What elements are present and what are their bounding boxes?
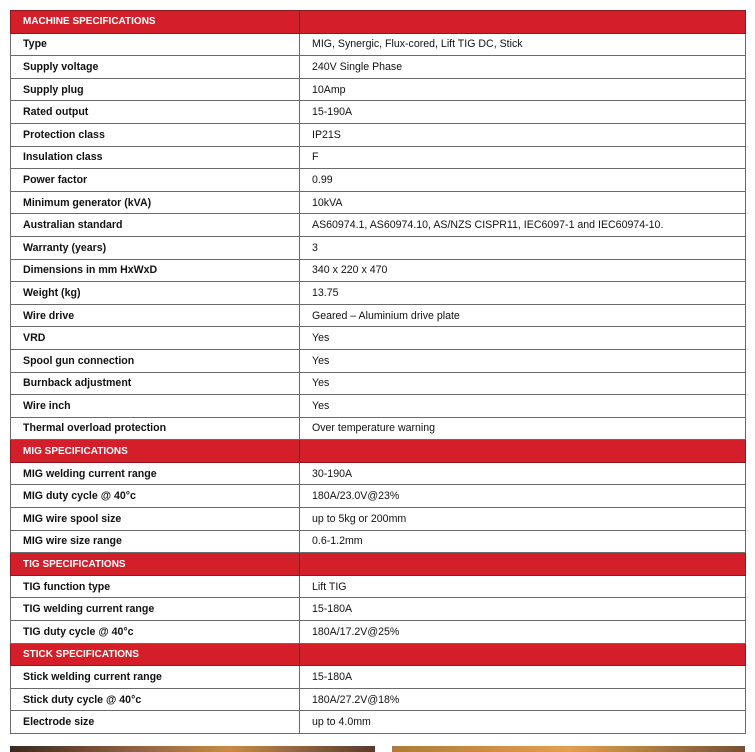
spec-value: IP21S xyxy=(300,123,746,146)
table-row xyxy=(11,236,746,259)
table-row xyxy=(11,462,746,485)
spec-value: Geared – Aluminium drive plate xyxy=(300,304,746,327)
table-row xyxy=(11,621,746,644)
spec-value: MIG, Synergic, Flux-cored, Lift TIG DC, Stick xyxy=(300,33,746,56)
spec-value: 10Amp xyxy=(300,78,746,101)
spec-value: 15-190A xyxy=(300,101,746,124)
table-row xyxy=(11,146,746,169)
spec-value: up to 4.0mm xyxy=(300,711,746,734)
spec-label: Australian standard xyxy=(11,214,300,237)
table-row xyxy=(11,575,746,598)
spec-value: 10kVA xyxy=(300,191,746,214)
spec-label: Power factor xyxy=(11,169,300,192)
spec-label: Wire drive xyxy=(11,304,300,327)
specifications-table-body xyxy=(11,11,746,734)
spec-label: MIG wire size range xyxy=(11,530,300,553)
machine-specifications-header-row xyxy=(11,11,746,34)
table-row xyxy=(11,33,746,56)
spec-label: TIG welding current range xyxy=(11,598,300,621)
spec-value: 0.99 xyxy=(300,169,746,192)
mig-specifications-header-row xyxy=(11,440,746,463)
table-row xyxy=(11,688,746,711)
spec-label: Type xyxy=(11,33,300,56)
spec-label: Stick duty cycle @ 40°c xyxy=(11,688,300,711)
bottom-image-strip-left xyxy=(10,746,375,752)
spec-value: 30-190A xyxy=(300,462,746,485)
spec-label: Electrode size xyxy=(11,711,300,734)
table-row xyxy=(11,169,746,192)
spec-label: Weight (kg) xyxy=(11,282,300,305)
spec-value: Yes xyxy=(300,395,746,418)
section-title: STICK SPECIFICATIONS xyxy=(11,643,300,666)
table-row xyxy=(11,259,746,282)
table-row xyxy=(11,78,746,101)
spec-value: up to 5kg or 200mm xyxy=(300,508,746,531)
spec-label: MIG duty cycle @ 40°c xyxy=(11,485,300,508)
spec-value: Lift TIG xyxy=(300,575,746,598)
table-row xyxy=(11,214,746,237)
stick-specifications-header-row xyxy=(11,643,746,666)
section-title: TIG SPECIFICATIONS xyxy=(11,553,300,576)
spec-value: 180A/27.2V@18% xyxy=(300,688,746,711)
spec-label: Minimum generator (kVA) xyxy=(11,191,300,214)
spec-value: 15-180A xyxy=(300,666,746,689)
table-row xyxy=(11,666,746,689)
spec-value: Yes xyxy=(300,327,746,350)
spec-label: Wire inch xyxy=(11,395,300,418)
spec-label: MIG welding current range xyxy=(11,462,300,485)
table-row xyxy=(11,395,746,418)
spec-label: Supply plug xyxy=(11,78,300,101)
table-row xyxy=(11,123,746,146)
spec-label: TIG duty cycle @ 40°c xyxy=(11,621,300,644)
table-row xyxy=(11,282,746,305)
tig-specifications-header-row xyxy=(11,553,746,576)
spec-label: Supply voltage xyxy=(11,56,300,79)
table-row xyxy=(11,327,746,350)
spec-value: 180A/17.2V@25% xyxy=(300,621,746,644)
section-title: MACHINE SPECIFICATIONS xyxy=(11,11,300,34)
spec-label: Insulation class xyxy=(11,146,300,169)
section-header-empty-cell xyxy=(300,553,746,576)
section-header-empty-cell xyxy=(300,11,746,34)
spec-label: Warranty (years) xyxy=(11,236,300,259)
table-row xyxy=(11,508,746,531)
table-row xyxy=(11,101,746,124)
spec-value: Yes xyxy=(300,349,746,372)
table-row xyxy=(11,349,746,372)
table-row xyxy=(11,372,746,395)
spec-value: 340 x 220 x 470 xyxy=(300,259,746,282)
spec-label: Thermal overload protection xyxy=(11,417,300,440)
spec-value: 13.75 xyxy=(300,282,746,305)
spec-label: VRD xyxy=(11,327,300,350)
spec-label: Stick welding current range xyxy=(11,666,300,689)
spec-value: AS60974.1, AS60974.10, AS/NZS CISPR11, IEC6097-1 and IEC60974-10. xyxy=(300,214,746,237)
table-row xyxy=(11,56,746,79)
table-row xyxy=(11,417,746,440)
spec-value: 180A/23.0V@23% xyxy=(300,485,746,508)
section-header-empty-cell xyxy=(300,440,746,463)
spec-label: Protection class xyxy=(11,123,300,146)
spec-value: F xyxy=(300,146,746,169)
spec-label: Burnback adjustment xyxy=(11,372,300,395)
table-row xyxy=(11,711,746,734)
spec-label: TIG function type xyxy=(11,575,300,598)
spec-value: 240V Single Phase xyxy=(300,56,746,79)
table-row xyxy=(11,530,746,553)
spec-value: Yes xyxy=(300,372,746,395)
spec-label: Dimensions in mm HxWxD xyxy=(11,259,300,282)
bottom-image-strip-right xyxy=(392,746,745,752)
table-row xyxy=(11,191,746,214)
table-row xyxy=(11,598,746,621)
spec-value: 0.6-1.2mm xyxy=(300,530,746,553)
spec-value: 3 xyxy=(300,236,746,259)
table-row xyxy=(11,304,746,327)
spec-value: 15-180A xyxy=(300,598,746,621)
spec-label: Spool gun connection xyxy=(11,349,300,372)
section-title: MIG SPECIFICATIONS xyxy=(11,440,300,463)
section-header-empty-cell xyxy=(300,643,746,666)
specifications-table xyxy=(10,10,746,734)
spec-label: Rated output xyxy=(11,101,300,124)
spec-label: MIG wire spool size xyxy=(11,508,300,531)
table-row xyxy=(11,485,746,508)
spec-value: Over temperature warning xyxy=(300,417,746,440)
